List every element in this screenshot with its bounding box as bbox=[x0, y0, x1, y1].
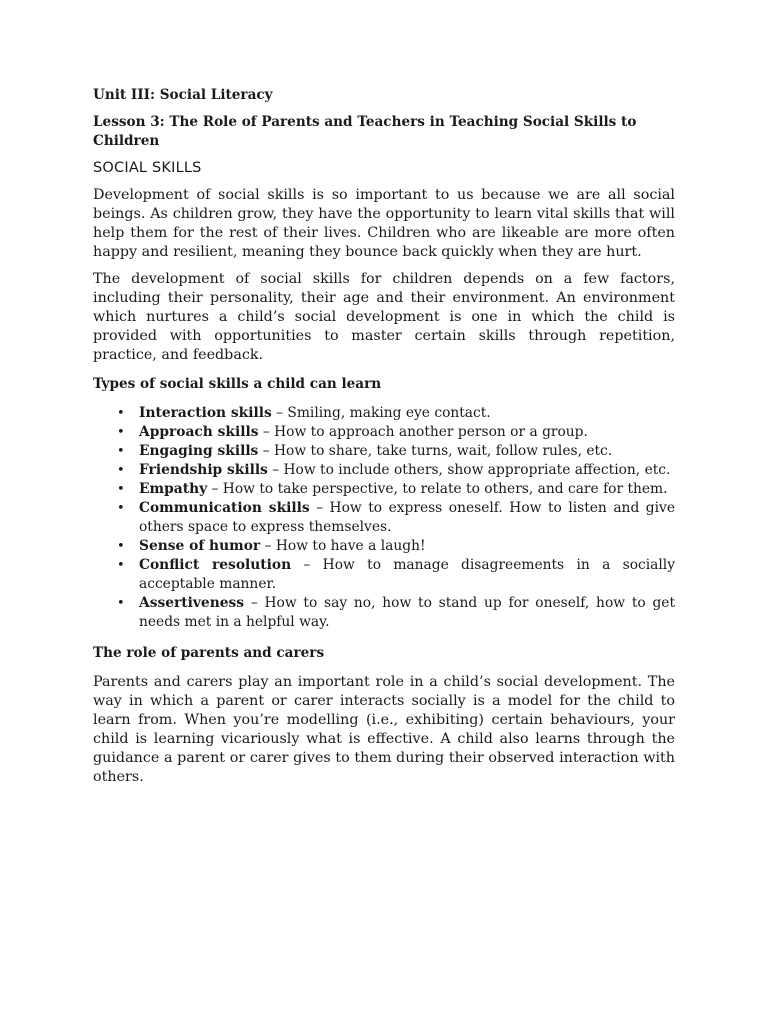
skill-term: Friendship skills bbox=[139, 462, 268, 478]
skill-description: – How to take perspective, to relate to others, and care for them. bbox=[207, 481, 668, 497]
list-item bbox=[93, 423, 675, 442]
lesson-title: Lesson 3: The Role of Parents and Teachers in Teaching Social Skills to Children bbox=[93, 114, 637, 149]
skill-description: – How to approach another person or a group. bbox=[258, 424, 588, 440]
types-heading: Types of social skills a child can learn bbox=[93, 376, 382, 392]
list-item bbox=[93, 442, 675, 461]
skill-term: Communication skills bbox=[139, 500, 310, 516]
bullet-icon: • bbox=[117, 596, 125, 611]
unit-title: Unit III: Social Literacy bbox=[93, 87, 273, 103]
skill-term: Interaction skills bbox=[139, 405, 272, 421]
bullet-icon: • bbox=[117, 444, 125, 459]
list-item bbox=[93, 404, 675, 423]
skills-list bbox=[93, 404, 675, 632]
skill-term: Sense of humor bbox=[139, 538, 261, 554]
skill-description: – How to have a laugh! bbox=[260, 538, 426, 554]
bullet-icon: • bbox=[117, 501, 125, 516]
list-item bbox=[93, 556, 675, 594]
document-page bbox=[93, 86, 675, 795]
role-heading: The role of parents and carers bbox=[93, 645, 325, 661]
skill-description: – How to share, take turns, wait, follow rules, etc. bbox=[258, 443, 613, 459]
skill-term: Empathy bbox=[139, 481, 208, 497]
skill-description: – How to express oneself. How to listen and give others space to express themselves. bbox=[139, 500, 675, 535]
skill-term: Engaging skills bbox=[139, 443, 259, 459]
list-item bbox=[93, 537, 675, 556]
list-item bbox=[93, 461, 675, 480]
skill-description: – How to manage disagreements in a socially acceptable manner. bbox=[139, 557, 675, 592]
bullet-icon: • bbox=[117, 463, 125, 478]
skill-description: – How to include others, show appropriate affection, etc. bbox=[267, 462, 671, 478]
skill-term: Assertiveness bbox=[139, 595, 245, 611]
skill-description: – Smiling, making eye contact. bbox=[271, 405, 491, 421]
list-item bbox=[93, 480, 675, 499]
section-title: SOCIAL SKILLS bbox=[93, 160, 202, 176]
skill-term: Conflict resolution bbox=[139, 557, 292, 573]
list-item bbox=[93, 594, 675, 632]
bullet-icon: • bbox=[117, 482, 125, 497]
intro-paragraph: Development of social skills is so important to us because we are all social beings. As children grow, they have the opportunity to learn vital skills that will help them for the rest of their lives. Children who are likeable are more often happy and resilient, meaning they bounce back quickly when they are hurt. bbox=[93, 187, 675, 260]
role-paragraph: Parents and carers play an important role in a child’s social development. The way in which a parent or carer interacts socially is a model for the child to learn from. When you’re modelling (i.e., exhibiting) certain behaviours, your child is learning vicariously what is effective. A child also learns through the guidance a parent or carer gives to them during their observed interaction with others. bbox=[93, 674, 675, 785]
skill-description: – How to say no, how to stand up for oneself, how to get needs met in a helpful way. bbox=[139, 595, 675, 630]
list-item bbox=[93, 499, 675, 537]
skill-term: Approach skills bbox=[139, 424, 259, 440]
bullet-icon: • bbox=[117, 425, 125, 440]
bullet-icon: • bbox=[117, 406, 125, 421]
bullet-icon: • bbox=[117, 558, 125, 573]
development-paragraph: The development of social skills for children depends on a few factors, including their personality, their age and their environment. An environment which nurtures a child’s social development is one in which the child is provided with opportunities to master certain skills through repetition, practice, and feedback. bbox=[93, 271, 675, 363]
bullet-icon: • bbox=[117, 539, 125, 554]
